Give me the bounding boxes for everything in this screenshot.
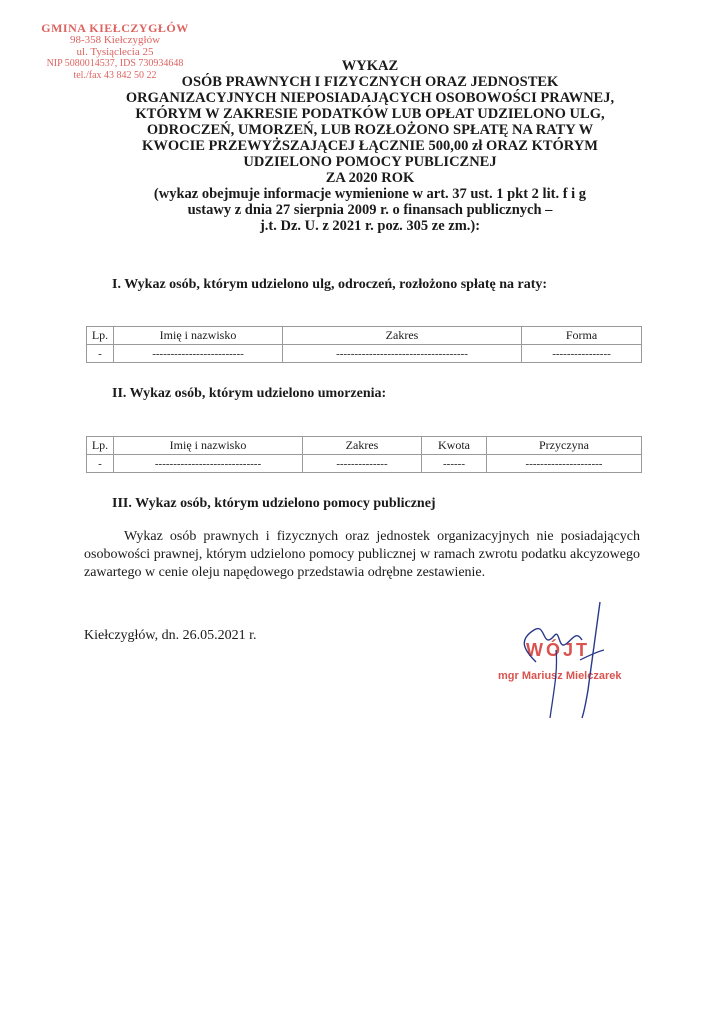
- section-3-heading: III. Wykaz osób, którym udzielono pomocy publicznej: [112, 496, 436, 511]
- signature-name: mgr Mariusz Mielczarek: [498, 670, 622, 682]
- title-line-10: ustawy z dnia 27 sierpnia 2009 r. o finansach publicznych –: [187, 202, 553, 218]
- table-row: [87, 455, 642, 473]
- title-line-4: KTÓRYM W ZAKRESIE PODATKÓW LUB OPŁAT UDZIELONO ULG,: [135, 106, 605, 122]
- section-2-table: [86, 436, 642, 473]
- section-3-paragraph: Wykaz osób prawnych i fizycznych oraz jednostek organizacyjnych nie posiadających osobowości prawnej, którym udzielono pomocy publicznej w ramach zwrotu podatku akcyzowego zawartego w cenie oleju napędowego przedstawia odrębne zestawienie.: [84, 529, 640, 580]
- title-line-9: (wykaz obejmuje informacje wymienione w art. 37 ust. 1 pkt 2 lit. f i g: [153, 186, 587, 202]
- section-1-heading: I. Wykaz osób, którym udzielono ulg, odroczeń, rozłożono spłatę na raty:: [112, 277, 548, 292]
- title-line-1: WYKAZ: [341, 58, 399, 74]
- stamp-line-5: tel./fax 43 842 50 22: [73, 70, 157, 81]
- cell-form: ----------------: [522, 345, 642, 363]
- table-header-row: [87, 437, 642, 455]
- title-line-2: OSÓB PRAWNYCH I FIZYCZNYCH ORAZ JEDNOSTEK: [181, 74, 559, 90]
- table-header-row: [87, 327, 642, 345]
- place-and-date: Kiełczygłów, dn. 26.05.2021 r.: [84, 628, 257, 643]
- title-line-6: KWOCIE PRZEWYŻSZAJĄCEJ ŁĄCZNIE 500,00 zł ORAZ KTÓRYM: [142, 138, 598, 154]
- col-name: Imię i nazwisko: [114, 327, 283, 345]
- cell-name: -----------------------------: [114, 455, 303, 473]
- title-line-5: ODROCZEŃ, UMORZEŃ, LUB ROZŁOŻONO SPŁATĘ NA RATY W: [146, 122, 594, 138]
- col-scope: Zakres: [283, 327, 522, 345]
- col-lp: Lp.: [87, 327, 114, 345]
- signature-block: [496, 600, 636, 720]
- title-line-11: j.t. Dz. U. z 2021 r. poz. 305 ze zm.):: [259, 218, 481, 234]
- stamp-line-3: ul. Tysiąclecia 25: [76, 46, 154, 58]
- col-name: Imię i nazwisko: [114, 437, 303, 455]
- col-amount: Kwota: [422, 437, 487, 455]
- cell-lp: -: [87, 455, 114, 473]
- title-line-8: ZA 2020 ROK: [325, 170, 415, 186]
- cell-scope: --------------: [303, 455, 422, 473]
- table-row: [87, 345, 642, 363]
- cell-reason: ---------------------: [487, 455, 642, 473]
- col-lp: Lp.: [87, 437, 114, 455]
- title-line-7: UDZIELONO POMOCY PUBLICZNEJ: [243, 154, 497, 170]
- handwritten-signature: [496, 600, 636, 720]
- document-title: [90, 58, 650, 234]
- stamp-line-1: GMINA KIEŁCZYGŁÓW: [41, 21, 189, 35]
- cell-scope: ------------------------------------: [283, 345, 522, 363]
- stamp-line-2: 98-358 Kiełczygłów: [69, 34, 161, 46]
- title-line-3: ORGANIZACYJNYCH NIEPOSIADAJĄCYCH OSOBOWOŚCI PRAWNEJ,: [125, 90, 615, 106]
- signature-title: WÓJT: [526, 640, 590, 660]
- section-1-table: [86, 326, 642, 363]
- stamp-line-4: NIP 5080014537, IDS 730934648: [46, 58, 184, 69]
- cell-amount: ------: [422, 455, 487, 473]
- cell-lp: -: [87, 345, 114, 363]
- cell-name: -------------------------: [114, 345, 283, 363]
- col-scope: Zakres: [303, 437, 422, 455]
- col-reason: Przyczyna: [487, 437, 642, 455]
- col-form: Forma: [522, 327, 642, 345]
- section-2-heading: II. Wykaz osób, którym udzielono umorzenia:: [112, 386, 387, 401]
